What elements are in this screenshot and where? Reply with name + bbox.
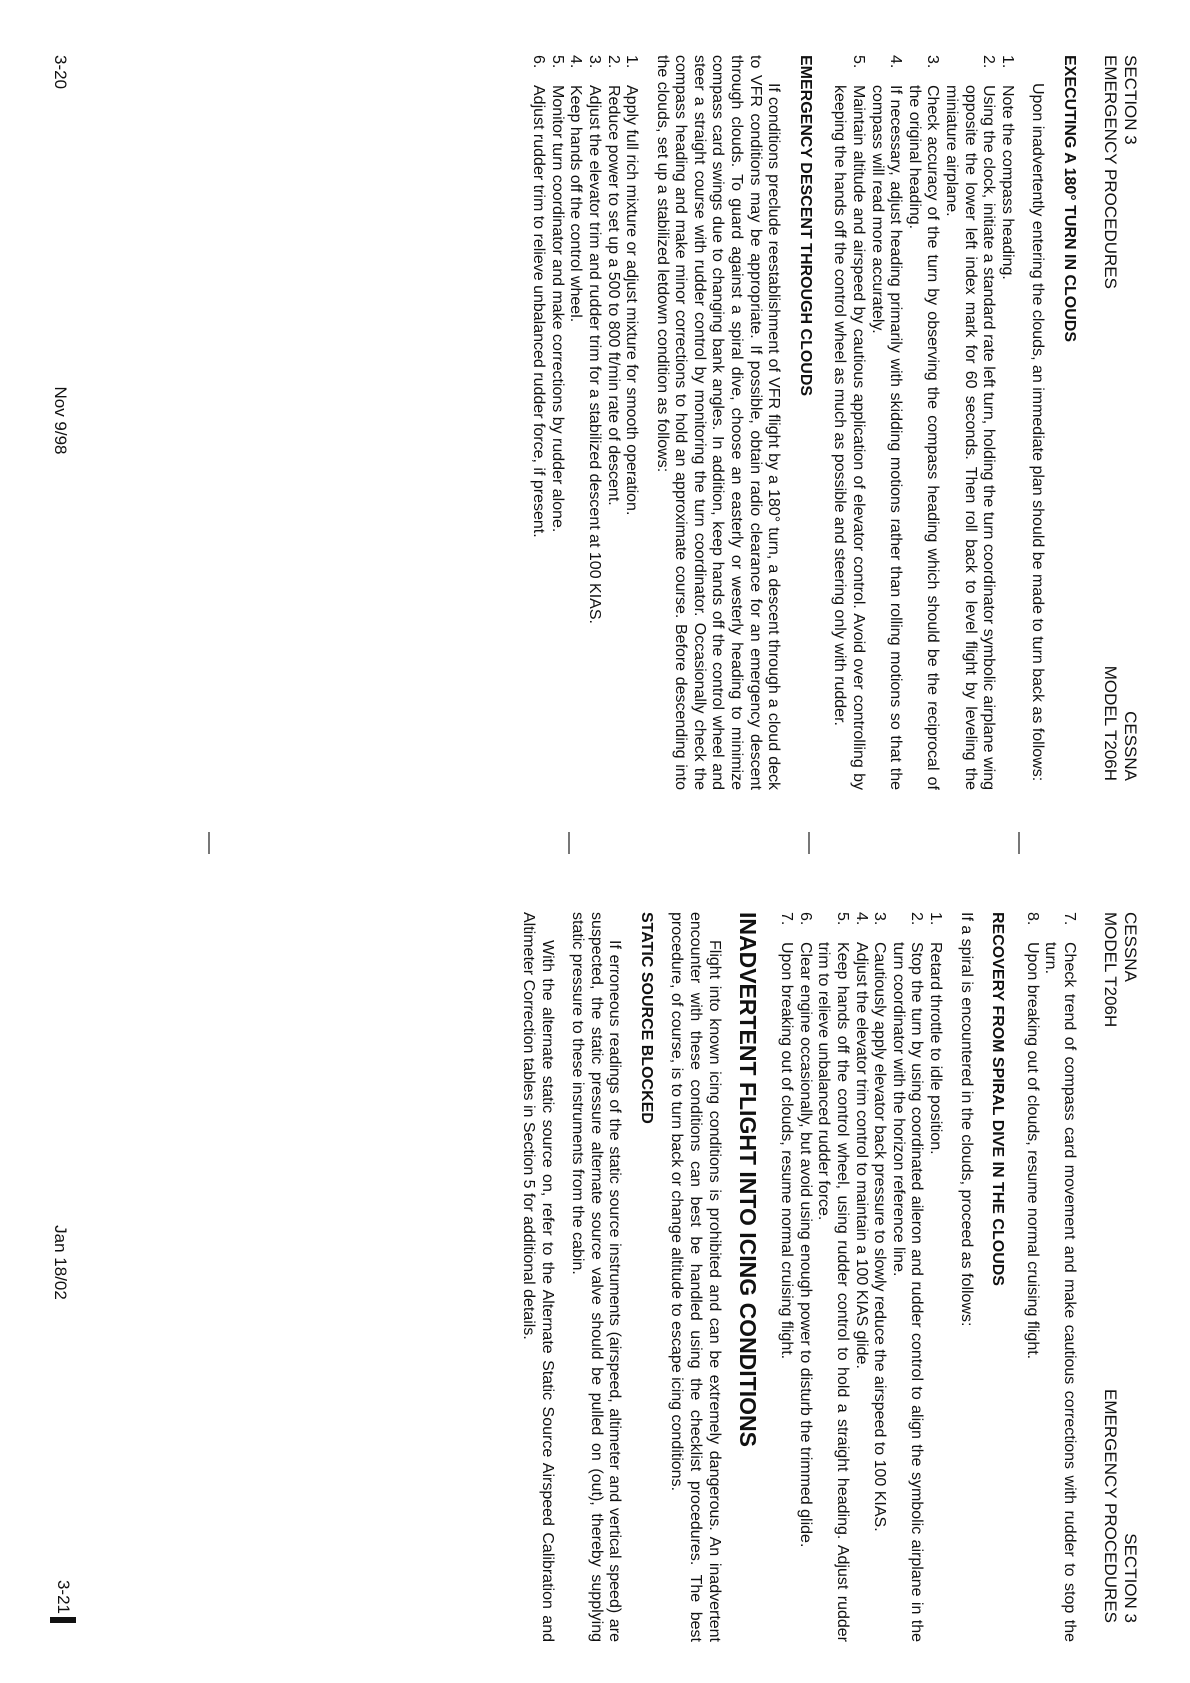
list-item <box>547 55 566 790</box>
header-model: MODEL T206H <box>1101 665 1120 781</box>
step-number: 6. <box>530 55 548 69</box>
step-number: 7. <box>1061 912 1078 926</box>
revision-date-left: Nov 9/98 <box>51 386 70 455</box>
paragraph-spiral-intro: If a spiral is encountered in the clouds, proceed as follows: <box>957 912 975 1327</box>
list-item <box>830 55 867 790</box>
list-item <box>584 55 603 790</box>
step-number: 8. <box>1023 912 1041 926</box>
step-text: Clear engine occasionally, but avoid using enough power to disturb the trimmed glide. <box>796 942 814 1548</box>
step-text: Upon breaking out of clouds, resume normal cruising flight. <box>778 942 796 1360</box>
list-item <box>814 912 851 1642</box>
list-item <box>603 55 622 790</box>
page-header-left <box>1100 912 1140 1027</box>
list-item <box>1041 912 1078 1642</box>
step-text: Cautiously apply elevator back pressure to slowly reduce the airspeed to 100 KIAS. <box>871 942 889 1532</box>
step-number: 1. <box>998 55 1016 69</box>
step-text: Check trend of compass card movement and make cautious corrections with rudder to stop the turn. <box>1042 942 1078 1642</box>
list-item <box>888 912 925 1642</box>
step-text: Stop the turn by using coordinated aileron and rudder control to align the symbolic airplane in the turn coordinator with the horizon reference line. <box>889 942 926 1642</box>
descent-steps-list <box>529 55 641 790</box>
step-text: Note the compass heading. <box>998 85 1016 280</box>
step-number: 4. <box>567 55 585 69</box>
step-text: Monitor turn coordinator and make corrections by rudder alone. <box>548 85 566 533</box>
step-number: 3. <box>585 55 603 69</box>
section-heading-spiral-recovery: RECOVERY FROM SPIRAL DIVE IN THE CLOUDS <box>989 912 1007 1286</box>
list-item <box>941 55 997 790</box>
step-text: Keep hands off the control wheel, using rudder control to hold a straight heading. Adjust rudder trim to relieve unbalanced rudder force. <box>815 942 852 1642</box>
step-number: 5. <box>834 912 852 926</box>
step-number: 5. <box>548 55 566 69</box>
step-text: Keep hands off the control wheel. <box>567 85 585 323</box>
step-text: Adjust the elevator trim and rudder trim for a stabilized descent at 100 KIAS. <box>585 85 603 624</box>
section-heading-180-turn: EXECUTING A 180° TURN IN CLOUDS <box>1061 55 1078 343</box>
page-body <box>513 55 1078 790</box>
list-item <box>1022 912 1041 1642</box>
list-item <box>867 55 904 790</box>
paragraph-static-1: If erroneous readings of the static source instruments (airspeed, altimeter and vertical speed) are suspected, the static pressure alternate source valve should be pulled on (out), thereby supplying static pressure to these instruments from the cabin. <box>569 912 624 1642</box>
step-number: 4. <box>852 912 870 926</box>
step-number: 3. <box>871 912 889 926</box>
page-3-20 <box>0 0 1190 841</box>
paragraph-descent-intro: If conditions preclude reestablishment of VFR flight by a 180° turn, a descent through a cloud deck to VFR conditions may be appropriate. If possible, obtain radio clearance for an emergency descent through clouds. To guard against a spiral dive, choose an easterly or westerly heading to minimize compass card swings due to changing bank angles. In addition, keep hands off the control wheel and steer a straight course with rudder control by monitoring the turn coordinator. Occasionally check the compass heading and make minor corrections to hold an approximate course. Before descending into the clouds, set up a stabilized letdown condition as follows: <box>653 55 783 790</box>
page-body <box>506 912 1078 1642</box>
section-heading-static-source: STATIC SOURCE BLOCKED <box>637 912 655 1124</box>
step-text: Apply full rich mixture or adjust mixture for smooth operation. <box>623 85 641 516</box>
continued-steps-list <box>1022 912 1078 1642</box>
section-heading-emergency-descent: EMERGENCY DESCENT THROUGH CLOUDS <box>796 55 814 397</box>
step-text: Adjust rudder trim to relieve unbalanced rudder force, if present. <box>530 85 548 538</box>
header-model: MODEL T206H <box>1101 912 1120 1028</box>
step-text: Maintain altitude and airspeed by cautious application of elevator control. Avoid over controlling by keeping the hands off the control wheel as much as possible and steering only with rudder. <box>831 85 868 790</box>
page-number-right: 3-21 <box>54 1579 73 1614</box>
spiral-steps-list <box>777 912 944 1642</box>
paragraph-static-2: With the alternate static source on, refer to the Alternate Static Source Airspeed Calibration and Altimeter Correction tables in Section 5 for additional details. <box>519 912 556 1642</box>
turn-steps-list <box>830 55 1016 790</box>
step-text: If necessary, adjust heading primarily with skidding motions rather than rolling motions so that the compass will read more accurately. <box>868 85 905 790</box>
list-item <box>997 55 1016 790</box>
revision-date-right: Jan 18/02 <box>51 1225 70 1300</box>
page-header-right <box>1100 666 1140 781</box>
paragraph-icing: Flight into known icing conditions is prohibited and can be extremely dangerous. An inadvertent encounter with these conditions can best be handled using the checklist procedures. The best procedure, of course, is to turn back or change altitude to escape icing conditions. <box>668 912 723 1642</box>
page-number-right-block <box>50 1580 76 1623</box>
step-text: Check accuracy of the turn by observing the compass heading which should be the reciprocal of the original heading. <box>905 85 942 790</box>
step-text: Reduce power to set up a 500 to 800 ft/min rate of descent. <box>604 85 622 506</box>
list-item <box>529 55 548 790</box>
page-3-21 <box>0 842 1190 1683</box>
list-item <box>851 912 870 1642</box>
list-item <box>925 912 944 1642</box>
step-number: 2. <box>908 912 926 926</box>
list-item <box>777 912 796 1642</box>
header-brand: CESSNA <box>1121 912 1140 982</box>
list-item <box>622 55 641 790</box>
header-section: SECTION 3 <box>1121 55 1140 145</box>
step-text: Adjust the elevator trim control to maintain a 100 KIAS glide. <box>852 942 870 1369</box>
header-brand: CESSNA <box>1121 711 1140 781</box>
step-number: 6. <box>796 912 814 926</box>
page-header-right <box>1100 1389 1140 1623</box>
step-number: 1. <box>623 55 641 69</box>
step-number: 7. <box>778 912 796 926</box>
step-number: 2. <box>980 55 998 69</box>
step-number: 3. <box>924 55 942 69</box>
step-number: 4. <box>887 55 905 69</box>
step-number: 2. <box>604 55 622 69</box>
header-title: EMERGENCY PROCEDURES <box>1101 55 1120 289</box>
step-number: 1. <box>927 912 945 926</box>
list-item <box>904 55 941 790</box>
step-text: Using the clock, initiate a standard rate left turn, holding the turn coordinator symbolic airplane wing opposite the lower left index mark for 60 seconds. Then roll back to level flight by leveling the miniature airplane. <box>943 85 998 790</box>
page-header-left <box>1100 55 1140 289</box>
paragraph-turn-intro: Upon inadvertently entering the clouds, an immediate plan should be made to turn back as follows: <box>1029 83 1047 782</box>
header-title: EMERGENCY PROCEDURES <box>1101 1389 1120 1623</box>
revision-bar-icon <box>50 1617 76 1623</box>
section-heading-icing: INADVERTENT FLIGHT INTO ICING CONDITIONS <box>734 912 761 1447</box>
header-section: SECTION 3 <box>1121 1533 1140 1623</box>
list-item <box>795 912 814 1642</box>
list-item <box>566 55 585 790</box>
list-item <box>870 912 889 1642</box>
page-number-left: 3-20 <box>51 55 70 90</box>
step-text: Upon breaking out of clouds, resume normal cruising flight. <box>1023 942 1041 1360</box>
step-number: 5. <box>850 55 868 69</box>
step-text: Retard throttle to idle position. <box>927 942 945 1155</box>
